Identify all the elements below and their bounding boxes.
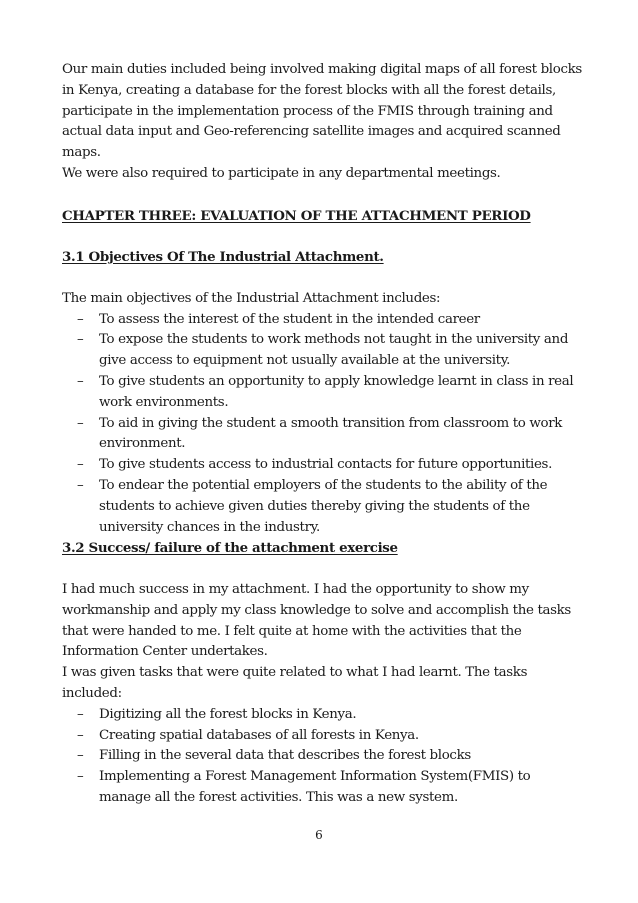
page-number: 6 — [315, 828, 323, 842]
spacer — [62, 268, 582, 289]
list-item: – To assess the interest of the student in the intended career — [99, 310, 582, 331]
list-item: – To give students an opportunity to apply knowledge learnt in class in real work environments. — [99, 372, 582, 414]
list-item: – Implementing a Forest Management Information System(FMIS) to manage all the forest activities. This was a new system. — [99, 767, 582, 809]
tasks-list — [62, 705, 582, 809]
objectives-list — [62, 310, 582, 539]
list-item: – Filling in the several data that describes the forest blocks — [99, 746, 582, 767]
list-item: – To endear the potential employers of the students to the ability of the students to achieve given duties thereby giving the students of the university chances in the industry. — [99, 476, 582, 538]
list-item: – Creating spatial databases of all forests in Kenya. — [99, 726, 582, 747]
spacer — [62, 559, 582, 580]
document-body — [62, 60, 582, 809]
objectives-lead: The main objectives of the Industrial Attachment includes: — [62, 290, 441, 306]
tasks-paragraph: I was given tasks that were quite related to what I had learnt. The tasks included: — [62, 665, 528, 701]
duties-paragraph: Our main duties included being involved making digital maps of all forest blocks in Kenya, creating a database for the forest blocks with all the forest details, participate in the implementation process of the FMIS through training and actual data input and Geo-referencing satellite images and acquired scanned maps. — [62, 62, 582, 161]
list-item: – To aid in giving the student a smooth transition from classroom to work environment. — [99, 414, 582, 456]
chapter-heading: CHAPTER THREE: EVALUATION OF THE ATTACHMENT PERIOD — [62, 207, 531, 224]
list-item: – Digitizing all the forest blocks in Kenya. — [99, 705, 582, 726]
list-item: – To give students access to industrial contacts for future opportunities. — [99, 455, 582, 476]
section-3-1-heading: 3.1 Objectives Of The Industrial Attachment. — [62, 249, 384, 266]
spacer — [62, 226, 582, 247]
meetings-paragraph: We were also required to participate in any departmental meetings. — [62, 165, 501, 181]
success-paragraph: I had much success in my attachment. I had the opportunity to show my workmanship and apply my class knowledge to solve and accomplish the tasks that were handed to me. I felt quite at home with the activities that the Information Center undertakes. — [62, 581, 571, 660]
spacer — [62, 185, 582, 206]
list-item: – To expose the students to work methods not taught in the university and give access to equipment not usually available at the university. — [99, 330, 582, 372]
section-3-2-heading: 3.2 Success/ failure of the attachment exercise — [62, 540, 398, 557]
